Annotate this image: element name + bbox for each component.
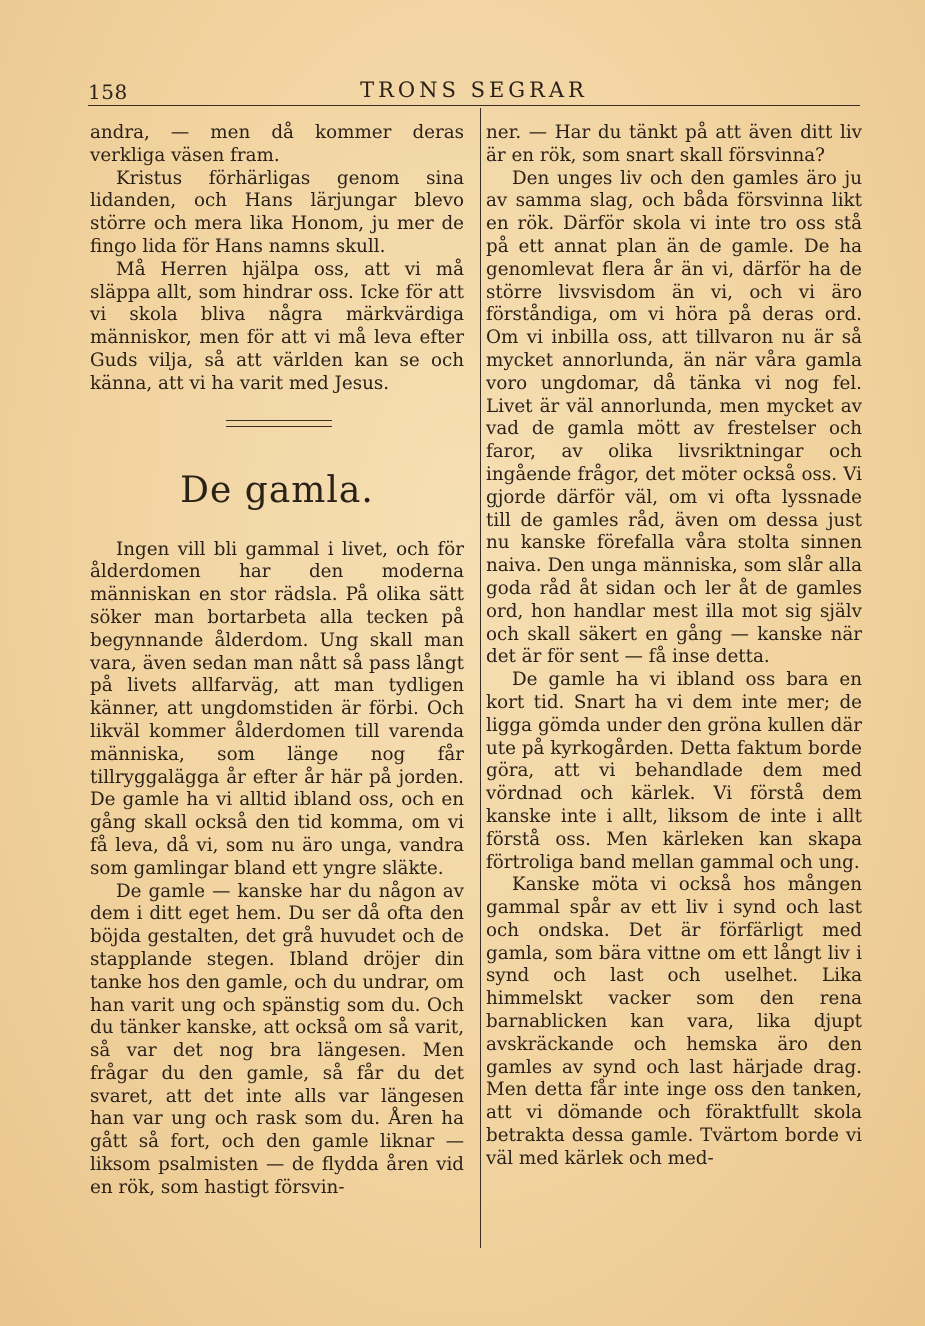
paragraph: De gamle ha vi ibland oss bara en kort tid. Snart ha vi dem inte mer; de ligga gömda under den gröna kullen där ute på kyrkogården. Detta faktum borde göra, att vi behandlade dem med vördnad och kärlek. Vi förstå dem kanske inte i allt, liksom de inte i allt förstå oss. Men kärleken kan skapa förtroliga band mellan gammal och ung. xyxy=(486,669,862,873)
paragraph: Kanske möta vi också hos mången gammal spår av ett liv i synd och last och ondska. Det är förfärligt med gamla, som bära vittne om ett långt liv i synd och last och uselhet. Lika himmelskt vacker som den rena barnablicken kan vara, lika djupt avskräckande och hemska äro den gamles av synd och last härjade drag. Men detta får inte inge oss den tanken, att vi dömande och föraktfullt skola betrakta dessa gamle. Tvärtom borde vi väl med kärlek och med- xyxy=(486,874,862,1169)
column-divider xyxy=(480,108,481,1248)
header-rule xyxy=(88,105,860,106)
page-header xyxy=(88,76,860,104)
section-separator xyxy=(226,420,332,427)
section-heading: De gamla. xyxy=(180,469,374,511)
right-column xyxy=(486,122,862,1171)
paragraph: andra, — men då kommer deras verkliga väsen fram. xyxy=(90,122,464,166)
paragraph: Kristus förhärligas genom sina lidanden, och Hans lärjungar blevo större och mera lika Honom, ju mer de fingo lida för Hans namns skull. xyxy=(90,167,464,257)
paragraph: Må Herren hjälpa oss, att vi må släppa allt, som hindrar oss. Icke för att vi skola bliva några märkvärdiga människor, men för att vi må leva efter Guds vilja, så att världen kan se och känna, att vi ha varit med Jesus. xyxy=(90,258,464,394)
paragraph: Den unges liv och den gamles äro ju av samma slag, och båda försvinna likt en rök. Därför skola vi inte tro oss stå på ett annat plan än de gamle. De ha genomlevat flera år än vi, därför ha de större livsvisdom än vi, och vi äro förståndiga, om vi höra på deras ord. Om vi inbilla oss, att tillvaron nu är så mycket annorlunda, än när våra gamla voro ungdomar, då tänka vi nog fel. Livet är väl annorlunda, men mycket av vad de gamla mött av frestelser och faror, av olika livsriktningar och ingående frågor, det möter också oss. Vi gjorde därför väl, om vi ofta lyssnade till de gamles råd, även om dessa just nu kanske förefalla våra stolta sinnen naiva. Den unga människa, som slår alla goda råd åt sidan och ler åt de gamles ord, hon handlar mest illa mot sig själv och skall säkert en gång — kanske när det är för sent — få inse detta. xyxy=(486,167,862,668)
paragraph: De gamle — kanske har du någon av dem i ditt eget hem. Du ser då ofta den böjda gestalten, det grå huvudet och de stapplande stegen. Ibland dröjer din tanke hos den gamle, och du undrar, om han varit ung och spänstig som du. Och du tänker kanske, att också om så varit, så var det nog bra längesen. Men frågar du den gamle, så får du det svaret, att det inte alls var längesen han var ung och rask som du. Åren ha gått så fort, och den gamle liknar — liksom psalmisten — de flydda åren vid en rök, som hastigt försvin- xyxy=(90,880,464,1198)
left-column xyxy=(90,122,464,1200)
paragraph: ner. — Har du tänkt på att även ditt liv är en rök, som snart skall försvinna? xyxy=(486,122,862,166)
paragraph: Ingen vill bli gammal i livet, och för ålderdomen har den moderna människan en stor rädsla. På olika sätt söker man bortarbeta alla tecken på begynnande ålderdom. Ung skall man vara, även sedan man nått så pass långt på livets allfarväg, att man tydligen känner, att ungdomstiden är förbi. Och likväl kommer ålderdomen till varenda människa, som länge nog får tillryggalägga år efter år här på jorden. De gamle ha vi alltid ibland oss, och en gång skall också den tid komma, om vi få leva, då vi, som nu äro unga, vandra som gamlingar bland ett yngre släkte. xyxy=(90,538,464,879)
page-number: 158 xyxy=(88,80,128,104)
running-title: TRONS SEGRAR xyxy=(360,78,588,102)
